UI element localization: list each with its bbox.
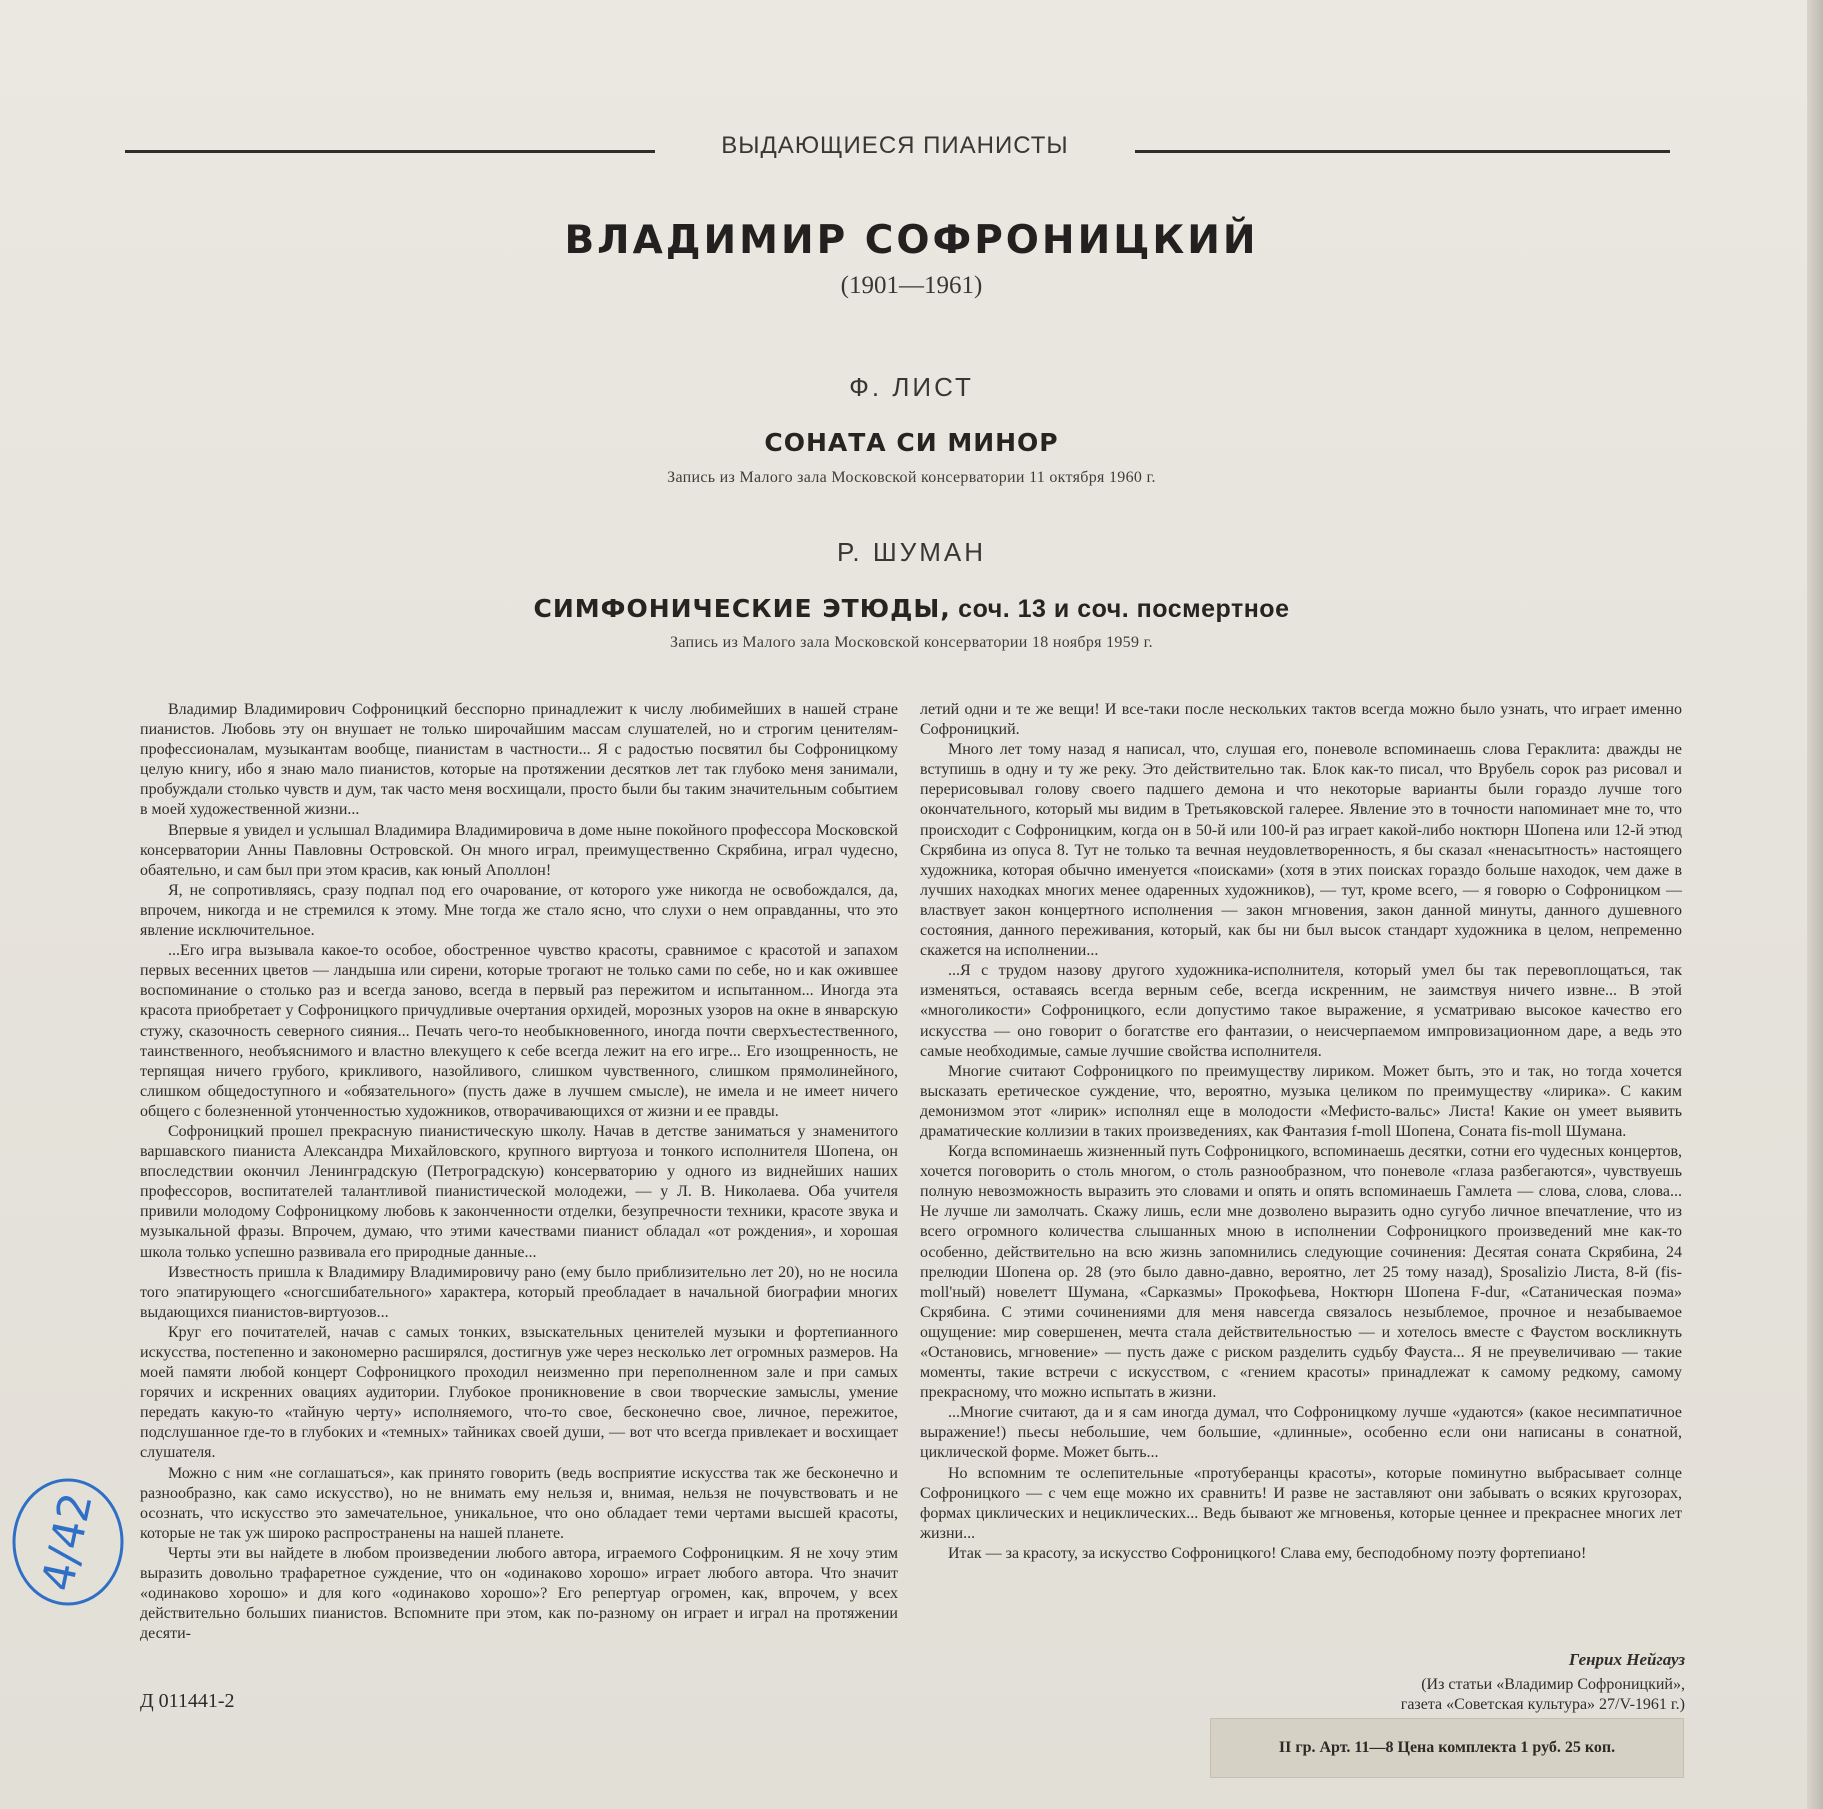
handwritten-stamp [6, 1470, 136, 1610]
article-column-right [920, 700, 1682, 1564]
article-column-left [140, 700, 898, 1644]
article-paragraph: Черты эти вы найдете в любом произведении любого автора, играемого Софроницким. Я не хочу этим выразить довольно трафаретное суждение, что он «одинаково хорошо» играет любого автора. Что значит «одинаково хорошо» и для кого «одинаково хорошо»? Его репертуар огромен, как, впрочем, у всех действительно больших пианистов. Вспомните при этом, как по-разному он играет и играл на протяжении десяти- [140, 1544, 898, 1643]
header-rule-left [125, 150, 655, 153]
catalog-number: Д 011441-2 [140, 1690, 235, 1712]
article-paragraph: Круг его почитателей, начав с самых тонких, взыскательных ценителей музыки и фортепианного искусства, постепенно и закономерно расширялся, достигнув уже через несколько лет огромных размеров. На моей памяти любой концерт Софроницкого проходил неизменно при переполненном зале и при самых горячих и искренних овациях аудитории. Глубокое проникновение в свои творческие замыслы, умение передать какую-то «тайную черту» исполняемого, что-то свое, бесконечно свое, личное, пережитое, подслушанное где-то в глубоких и «темных» тайниках своей души, — вот что всегда привлекает и восхищает слушателя. [140, 1323, 898, 1462]
header-rule-right [1135, 150, 1670, 153]
stamp-text: 4/42 [32, 1488, 103, 1596]
article-source-line-2: газета «Советская культура» 27/V-1961 г.) [1400, 1696, 1685, 1713]
article-paragraph: Я, не сопротивляясь, сразу подпал под его очарование, от которого уже никогда не освобождался, да, впрочем, никогда и не стремился к этому. Мне тогда же стало ясно, что слухи о нем оправданны, что это явление исключительное. [140, 881, 898, 940]
series-title: ВЫДАЮЩИЕСЯ ПИАНИСТЫ [721, 132, 1069, 159]
recording-note-schumann: Запись из Малого зала Московской консерватории 18 ноября 1959 г. [670, 634, 1153, 651]
work-title-main: СИМФОНИЧЕСКИЕ ЭТЮДЫ, [533, 594, 951, 623]
article-paragraph: Итак — за красоту, за искусство Софроницкого! Слава ему, бесподобному поэту фортепиано! [948, 1544, 1587, 1562]
composer-liszt: Ф. ЛИСТ [849, 372, 974, 402]
author-name: Генрих Нейгауз [1568, 1650, 1685, 1669]
article-paragraph: Многие считают Софроницкого по преимуществу лириком. Может быть, это и так, но тогда хочется высказать еретическое суждение, что, вероятно, музыка целиком по преимуществу «лирика». С каким демонизмом этот «лирик» исполнял еще в молодости «Мефисто-вальс» Листа! Какие он умеет выявить драматические коллизии в таких произведениях, как Фантазия f-moll Шопена, Соната fis-moll Шумана. [920, 1062, 1682, 1140]
article-author [1290, 1650, 1685, 1670]
work-title-schumann [0, 594, 1823, 624]
work-title-liszt [0, 428, 1823, 457]
performer-years: (1901—1961) [840, 272, 983, 299]
article-paragraph: Но вспомним те ослепительные «протуберанцы красоты», которые поминутно выбрасывает солнце Софроницкого — с чем еще можно их сравнить! И разве не заставляют они забывать о всяких кругозорах, формах циклических и нециклических... Ведь бывают же мгновенья, которые ценнее и прекраснее многих лет жизни... [920, 1464, 1682, 1542]
article-paragraph: ...Его игра вызывала какое-то особое, обостренное чувство красоты, сравнимое с красотой и запахом первых весенних цветов — ландыша или сирени, которые трогают не только сами по себе, но и как ожившее воспоминание о столько раз и всегда заново, всегда в первый раз пережитом и испытанном... Иногда эта красота приобретает у Софроницкого причудливые очертания орхидей, морозных узоров на окне в январскую стужу, сказочность северного сияния... Печать чего-то необыкновенного, иногда почти сверхъестественного, таинственного, необъяснимого и властно влекущего к себе всегда лежит на его игре... Его изощренность, не терпящая ничего грубого, крикливого, назойливого, слишком чувственного, слишком прямолинейного, слишком общедоступного и «обязательного» (пусть даже в лучшем смысле), не имела и не имеет ничего общего с болезненной утонченностью художников, отворачивающихся от жизни и ее правды. [140, 942, 898, 1120]
article-paragraph: Можно с ним «не соглашаться», как принято говорить (ведь восприятие искусства так же бесконечно и разнообразно, как само искусство), но не внимать ему нельзя и, внимая, нельзя не почувствовать и не осознать, что искусство это замечательное, уникальное, что оно обладает теми чертами высшей красоты, которые не так уж широко распространены на нашей планете. [140, 1464, 898, 1542]
article-paragraph: летий одни и те же вещи! И все-таки после нескольких тактов всегда можно было узнать, что играет именно Софроницкий. [920, 701, 1682, 739]
recording-note-liszt: Запись из Малого зала Московской консерватории 11 октября 1960 г. [667, 469, 1156, 486]
price-label: II гр. Арт. 11—8 Цена комплекта 1 руб. 25 коп. [1210, 1718, 1684, 1778]
article-source-line-1: (Из статьи «Владимир Софроницкий», [1421, 1676, 1685, 1693]
work-title-rest: соч. 13 и соч. посмертное [950, 595, 1290, 623]
article-paragraph: ...Многие считают, да и я сам иногда думал, что Софроницкому лучше «удаются» (какое несимпатичное выражение!) пьесы небольшие, чем большие, «длинные», особенно если они написаны в сонатной, циклической форме. Может быть... [920, 1404, 1682, 1462]
article-paragraph: Когда вспоминаешь жизненный путь Софроницкого, вспоминаешь десятки, сотни его чудесных концертов, хочется поговорить о столь многом, о столь разнообразном, что поневоле «глаза разбегаются», чувствуешь полную невозможность выразить это словами и опять и опять вспоминаешь Гамлета — слова, слова, слова... Не лучше ли замолчать. Скажу лишь, если мне дозволено выразить одно сугубо личное впечатление, что из всего огромного количества слышанных мною в исполнении Софроницкого произведений мне как-то особенно, действительно на всю жизнь запомнились следующие сочинения: Десятая соната Скрябина, 24 прелюдии Шопена ор. 28 (это было давно-давно, вероятно, лет 25 тому назад), Sposalizio Листа, 8-й (fis-moll'ный) новелетт Шумана, «Сарказмы» Прокофьева, Ноктюрн Шопена F-dur, «Сатаническая поэма» Скрябина. С этими сочинениями для меня навсегда связалось незыблемое, прочное и незабываемое ощущение: мир совершенен, мечта стала действительностью — и хотелось вместе с Фаустом воскликнуть «Остановись, мгновение» — пусть даже с риском разделить судьбу Фауста... Я не преувеличиваю — такие моменты, такие встречи с искусством, с «гением красоты» принадлежат к самому редкому, самому прекрасному, что можно испытать в жизни. [920, 1143, 1682, 1402]
article-paragraph: Владимир Владимирович Софроницкий бесспорно принадлежит к числу любимейших в нашей стране пианистов. Любовь эту он внушает не только широчайшим массам слушателей, но и строгим ценителям-профессионалам, музыкантам вообще, пианистам в частности... Я с радостью посвятил бы Софроницкому целую книгу, ибо я знаю мало пианистов, которые на протяжении десятков лет так глубоко меня занимали, пробуждали столько чувств и дум, так часто меня восхищали, просто были бы таким значительным событием в моей художественной жизни... [140, 701, 898, 819]
composer-schumann: Р. ШУМАН [837, 537, 986, 567]
article-paragraph: Софроницкий прошел прекрасную пианистическую школу. Начав в детстве заниматься у знаменитого варшавского пианиста Александра Михайловского, крупного виртуоза и тонкого исполнителя Шопена, он впоследствии окончил Ленинградскую (Петроградскую) консерваторию у одного из виднейших наших профессоров, воспитателей талантливой пианистической молодежи, — у Л. В. Николаева. Оба учителя привили молодому Софроницкому любовь к законченности отделки, безупречности техники, красоте звука и музыкальной фразы. Впрочем, думаю, что этими качествами пианист обладал «от рождения», и хорошая школа только успешно развивала его природные данные... [140, 1122, 898, 1261]
work-title-main: СОНАТА СИ МИНОР [764, 428, 1059, 457]
article-paragraph: ...Я с трудом назову другого художника-исполнителя, который умел бы так перевоплощаться, так изменяться, оставаясь всегда верным себе, всегда искренним, не заимствуя ничего извне... В этой «многоликости» Софроницкого, если допустимо такое выражение, я усматриваю высокое качество его искусства — оно говорит о богатстве его фантазии, о неисчерпаемом импровизационном даре, а ведь это самые необходимые, самые лучшие свойства исполнителя. [920, 962, 1682, 1060]
article-paragraph: Известность пришла к Владимиру Владимировичу рано (ему было приблизительно лет 20), но не носила того эпатирующего «сногсшибательного» характера, который преобладает в начальной биографии многих выдающихся пианистов-виртуозов... [140, 1263, 898, 1321]
article-paragraph: Впервые я увидел и услышал Владимира Владимировича в доме ныне покойного профессора Московской консерватории Анны Павловны Островской. Он много играл, преимущественно Скрябина, играл чудесно, обаятельно, и сам был при этом красив, как юный Аполлон! [140, 821, 898, 879]
performer-name: ВЛАДИМИР СОФРОНИЦКИЙ [564, 218, 1259, 263]
article-paragraph: Много лет тому назад я написал, что, слушая его, поневоле вспоминаешь слова Гераклита: дважды не вступишь в одну и ту же реку. Это действительно так. Блок как-то писал, что Врубель сорок раз рисовал и перерисовывал голову своего падшего демона и что некоторые варианты были гораздо лучше того окончательного, который мы видим в Третьяковской галерее. Явление это в точности напоминает мне то, что происходит с Софроницким, когда он в 50-й или 100-й раз играет какой-либо ноктюрн Шопена или 12-й этюд Скрябина из опуса 8. Тут не только та вечная неудовлетворенность, я бы сказал «ненасытность» настоящего художника, которая обычно именуется «поисками» (хотя в этих поисках гораздо больше находок, чем даже в лучших находках многих менее одаренных художников), — тут, кроме всего, — я говорю о Софроницком — властвует закон концертного исполнения — закон мгновения, закон данной минуты, данного душевного состояния, данного переживания, который, как бы ни был высок стандарт художника в целом, непременно скажется на исполнении... [920, 741, 1682, 960]
